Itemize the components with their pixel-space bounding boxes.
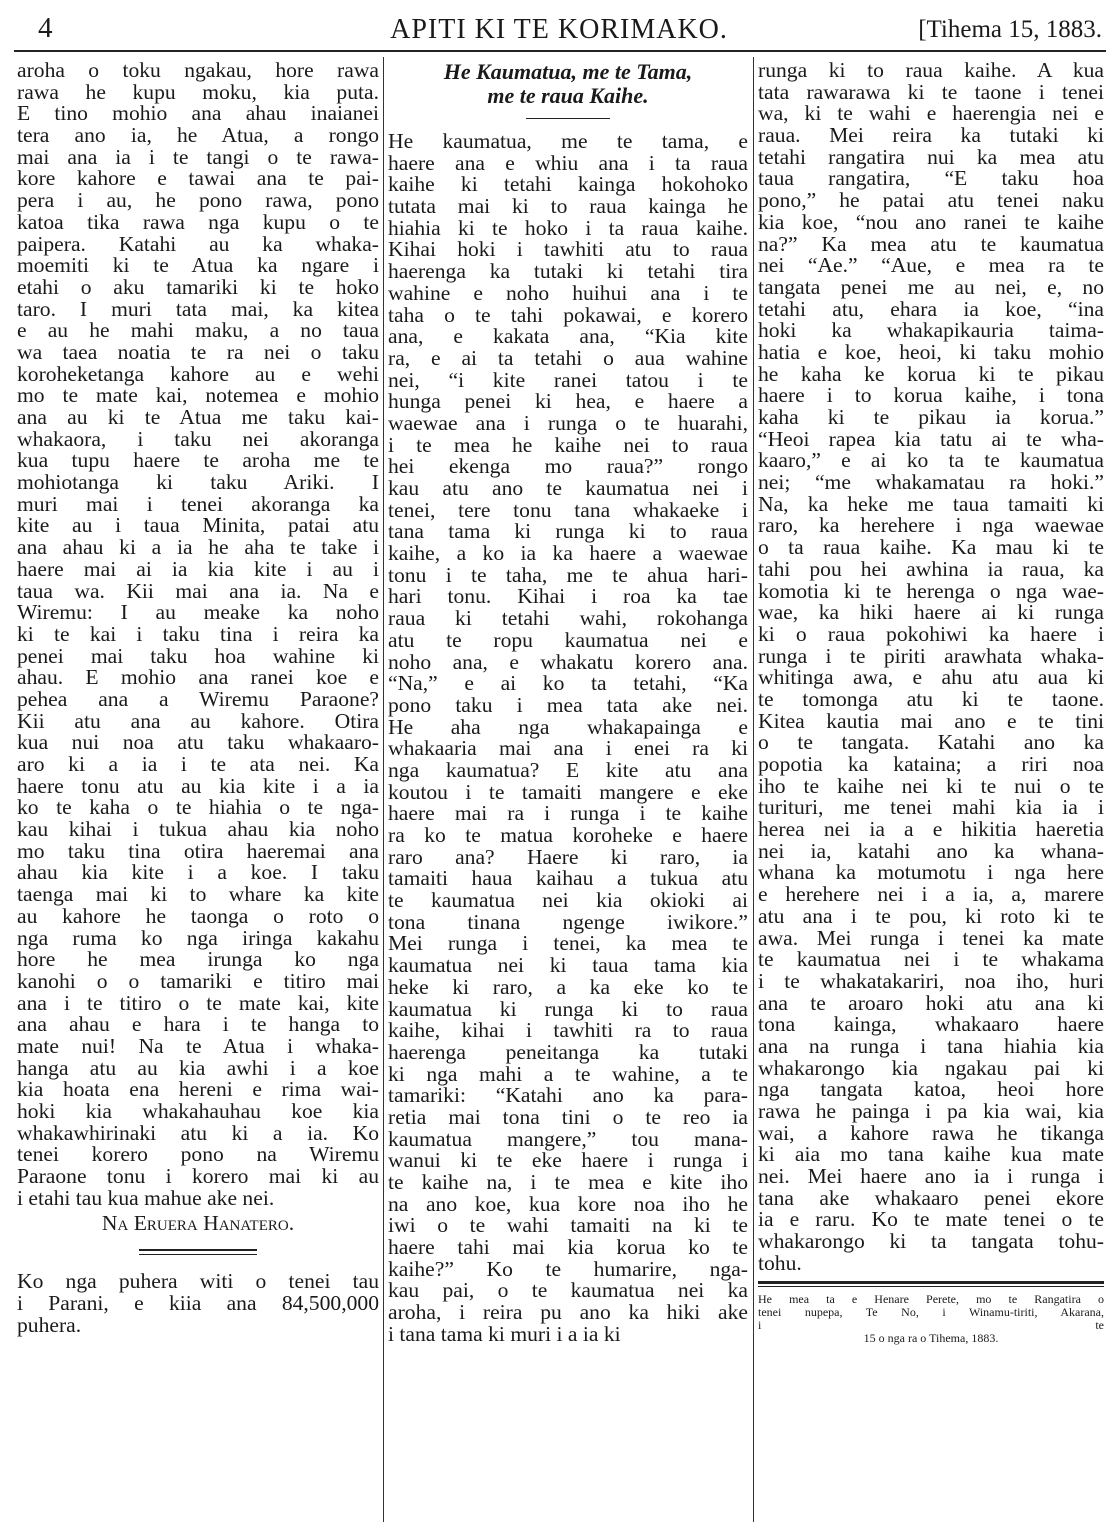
text-line: “Na,” e ai ko ta tetahi, “Ka [388,671,748,696]
text-line: 15 o nga ra o Tihema, 1883. [863,1330,999,1345]
text-line: taenga mai ki to whare ka kite [17,882,379,907]
text-line: tutata mai ki to raua kainga he [388,194,748,219]
column-divider [753,57,754,1522]
text-line: turituri, me tenei mahi kia ia i [758,795,1104,820]
text-line: tamariki: “Katahi ano ka para- [388,1083,748,1108]
title-divider [526,118,610,119]
text-line: raro ana? Haere ki raro, ia [388,844,748,869]
text-line: ana ahau e hara i te hanga to [17,1012,379,1037]
text-line: te tomonga atu ki te taone. [758,686,1104,711]
text-line: kia koe, “nou ano ranei te kaihe [758,209,1104,234]
text-line: ki nga mahi a te wahine, a te [388,1061,748,1086]
text-line: o ta raua kaihe. Ka mau ki te [758,535,1104,560]
text-line: wanui ki te eke haere i runga i [388,1148,748,1173]
text-line: Paraone tonu i korero mai ki au [17,1164,379,1189]
page-number: 4 [38,12,53,44]
text-line: mo taku tina otira haeremai ana [17,838,379,863]
text-line: kaihe, kihai i tawhiti ra to raua [388,1018,748,1043]
article-body [388,131,748,1346]
text-line: atu ana i te pou, ki roto ki te [758,903,1104,928]
text-line: tetahi rangatira nui ka mea atu [758,144,1104,169]
text-line: E tino mohio ana ahau inaianei [17,101,379,126]
issue-date: [Tihema 15, 1883. [918,16,1102,43]
wheat-notice [17,1271,379,1336]
text-line: nei; “me whakamatau ra hoki.” [758,470,1104,495]
text-line: na ano koe, kua kore noa iho he [388,1191,748,1216]
text-line: nei ia, katahi ano ka whana- [758,838,1104,863]
text-line: waewae ana i runga o te huarahi, [388,410,748,435]
text-line: rawa he kupu moku, kia puta. [17,79,379,104]
text-line: iwi o te wahi tamaiti na ki te [388,1213,748,1238]
text-line: tenei korero pono na Wiremu [17,1142,379,1167]
text-line: wa taea noatia te ra nei o taku [17,339,379,364]
column-divider [383,57,384,1522]
article-continued [758,60,1104,1275]
text-line: i te whakatakariri, noa iho, huri [758,968,1104,993]
text-line: aro ki a ia i te ata nei. Ka [17,752,379,776]
text-line: kia hoata ena hereni e rima wai- [17,1077,379,1102]
text-line: ra ko te matua koroheke e haere [388,823,748,847]
text-line: tamaiti haua kaihau a tukua atu [388,866,748,891]
text-line: ko te kaha o te hiahia o te nga- [17,795,379,820]
text-line: raua ki tetahi wahi, rokohanga [388,606,748,631]
text-line: tetahi atu, ehara ia koe, “ina [758,296,1104,321]
text-line: haerenga ka tutaki ki tetahi tira [388,259,748,284]
text-line: te kaihe na, i te mea e kite iho [388,1170,748,1194]
text-line: ana ahau ki a ia he aha te take i [17,535,379,560]
text-line: “Heoi rapea kia tatu ai te wha- [758,426,1104,451]
text-line: rawa he painga i pa kia wai, kia [758,1099,1104,1123]
text-line: nga tangata katoa, heoi hore [758,1077,1104,1102]
text-line: iho te kaihe nei ki te nui o te [758,773,1104,798]
column-one-text [17,60,379,1209]
text-line: tohu. [758,1250,802,1275]
text-line: wa, ki te wahi e haerengia nei e [758,101,1104,126]
text-line: He kaumatua, me te tama, e [388,129,748,153]
text-line: te kaumatua nei kia okioki ai [388,888,748,913]
text-line: Wiremu: I au meake ka noho [17,600,379,625]
text-line: kau kihai i tukua ahau kia noho [17,817,379,842]
article-title [388,60,748,108]
text-line: i te mea he kaihe nei to raua [388,432,748,457]
text-line: haere ana e whiu ana i ta raua [388,150,748,175]
text-line: kaumatua nei ki taua tama kia [388,953,748,978]
text-line: pehea ana a Wiremu Paraone? [17,686,379,711]
text-line: Ko nga puhera witi o tenei tau [17,1269,379,1294]
text-line: i te [758,1317,1104,1332]
text-line: runga i te piriti arawhata whaka- [758,643,1104,668]
text-line: ki aia mo tana kaihe kua mate [758,1142,1104,1167]
text-line: ki o raua pokohiwi ka haere i [758,621,1104,646]
text-line: tenei, tere tonu tana whakaeke i [388,497,748,522]
text-line: kite au i taua Minita, patai atu [17,513,379,538]
text-line: haere mai ra i runga i te kaihe [388,801,748,826]
text-line: mo te mate kai, notemea e mohio [17,383,379,408]
text-line: tona tinana ngenge iwikore.” [388,909,748,934]
text-line: aroha, i reira pu ano ka hiki ake [388,1300,748,1325]
text-line: penei mai taku hoa wahine ki [17,643,379,668]
text-line: taua wa. Kii mai ana ia. Na e [17,578,379,603]
text-line: o te tangata. Katahi ano ka [758,730,1104,755]
text-line: hatia e koe, heoi, ki taku mohio [758,339,1104,364]
text-line: aroha o toku ngakau, hore rawa [17,58,379,82]
text-line: komotia ki te herenga o nga wae- [758,578,1104,603]
text-line: raua. Mei reira ka tutaki ki [758,123,1104,148]
title-line: me te raua Kaihe. [487,83,649,108]
text-line: nei “Ae.” “Aue, e mea ra te [758,253,1104,278]
text-line: pono taku i mea tata ake nei. [388,692,748,717]
text-line: wai, a kahore rawa he tikanga [758,1120,1104,1145]
text-line: atu te ropu kaumatua nei e [388,627,748,652]
text-line: kua nui noa atu taku whakaaro- [17,730,379,755]
text-line: kaha ki te pikau ia korua.” [758,405,1104,429]
text-line: mai ana ia i te tangi o te rawa- [17,144,379,169]
text-line: Mei runga i tenei, ka mea te [388,931,748,956]
text-line: tonu i te taha, me te ahua hari- [388,562,748,587]
text-line: ana na runga i tana hiahia kia [758,1033,1104,1058]
printer-imprint [758,1293,1104,1345]
text-line: nei, “i kite ranei tatou i te [388,367,748,392]
text-line: puhera. [17,1312,82,1337]
text-line: whana ka motumotu i nga here [758,860,1104,885]
page-header [16,8,1102,44]
text-line: e au he mahi maku, a no taua [17,318,379,343]
title-line: He Kaumatua, me te Tama, [443,59,693,84]
text-line: tera ano ia, he Atua, a rongo [17,123,379,148]
text-line: Kihai hoki i tawhiti atu to raua [388,237,748,262]
text-line: hiahia ki te hoko i ta raua kaihe. [388,215,748,240]
text-line: hanga atu au kia awhi i a koe [17,1055,379,1080]
text-line: hoki kia whakahauhau koe kia [17,1099,379,1123]
text-line: he kaha ke korua ki te pikau [758,361,1104,386]
text-line: heke ki raro, a ka eke ko te [388,974,748,999]
text-line: haere mai ai ia kia kite i au i [17,556,379,581]
text-line: ana te aroaro hoki atu ana ki [758,990,1104,1015]
text-line: kore kahore e tawai ana te pai- [17,166,379,191]
text-line: kanohi o o tamariki e titiro mai [17,968,379,993]
text-line: ana, e kakata ana, “Kia kite [388,324,748,349]
text-line: hore he mea irunga ko nga [17,947,379,972]
text-line: kau pai, o te kaumatua nei ka [388,1278,748,1303]
text-line: nga ruma ko nga iringa kakahu [17,925,379,950]
text-line: hunga penei ki hea, e haere a [388,389,748,414]
text-line: koutou i te tamaiti mangere e eke [388,779,748,804]
text-line: whakarongo kia ngakau pai ki [758,1055,1104,1080]
text-line: ana i te titiro o te mate kai, kite [17,990,379,1015]
text-line: wahine e noho huihui ana i te [388,280,748,305]
text-line: tona kainga, whakaaro haere [758,1012,1104,1037]
text-line: ahau kia kite i a koe. I taku [17,860,379,885]
header-rule [14,50,1106,52]
text-line: mate nui! Na te Atua i whaka- [17,1033,379,1058]
imprint-rule [758,1281,1104,1287]
text-line: au kahore he taonga o roto o [17,903,379,928]
text-line: taua rangatira, “E taku hoa [758,166,1104,191]
text-line: tana ake whakaaro penei ekore [758,1185,1104,1210]
text-line: awa. Mei runga i tenei ka mate [758,925,1104,950]
text-line: na?” Ka mea atu te kaumatua [758,231,1104,256]
text-line: katoa tika rawa nga kupu o te [17,209,379,234]
text-line: nga kaumatua? E kite atu ana [388,757,748,782]
text-line: Na, ka heke me taua tamaiti ki [758,491,1104,516]
text-line: He aha nga whakapainga e [388,714,748,739]
text-line: whakaaria mai ana i enei ra ki [388,736,748,761]
text-line: ahau. E mohio ana ranei koe e [17,665,379,690]
text-line: tahi pou hei awhina ia raua, ka [758,556,1104,581]
text-line: kua tupu haere te aroha me te [17,448,379,473]
text-line: whitinga awa, e ahu atu aua ki [758,665,1104,690]
author-signature: Na Eruera Hanatero. [101,1211,295,1236]
text-line: He mea ta e Henare Perete, mo te Rangatira o [758,1291,1104,1306]
text-line: kaumatua mangere,” tou mana- [388,1126,748,1151]
text-line: haerenga peneitanga ka tutaki [388,1039,748,1064]
text-line: retia mai tona tini o te reo ia [388,1104,748,1129]
text-line: kaihe?” Ko te humarire, nga- [388,1256,748,1281]
text-line: etahi o aku tamariki ki te hoko [17,274,379,299]
text-line: tana tama ki runga ki to raua [388,519,748,544]
text-line: i tana tama ki muri i a ia ki [388,1321,621,1346]
text-line: muri mai i tenei akoranga ka [17,491,379,516]
text-line: pera i au, he pono rawa, pono [17,188,379,213]
text-line: runga ki to raua kaihe. A kua [758,58,1104,82]
text-line: herea nei ia a e hikitia haeretia [758,817,1104,842]
text-line: haere tahi mai kia korua ko te [388,1235,748,1260]
text-line: hei ekenga mo raua?” rongo [388,454,748,479]
text-line: kau atu ano te kaumatua nei i [388,476,748,500]
text-line: whakarongo ki ta tangata tohu- [758,1229,1104,1254]
masthead-title: APITI KI TE KORIMAKO. [390,14,728,45]
text-line: tata rawarawa ki te taone i tenei [758,79,1104,104]
column-three [758,60,1104,1345]
text-line: whakawhirinaki atu ki a ia. Ko [17,1120,379,1145]
text-line: e herehere nei i a ia, a, marere [758,882,1104,907]
text-line: te kaumatua nei i te whakama [758,947,1104,972]
text-line: i Parani, e kiia ana 84,500,000 [17,1291,379,1316]
text-line: ia e raru. Ko te mate tenei o te [758,1207,1104,1232]
text-line: kaumatua ki runga ki to raua [388,996,748,1021]
text-line: whakaora, i taku nei akoranga [17,426,379,451]
column-two [388,60,748,1346]
text-line: wae, ka hiki haere ai ki runga [758,600,1104,625]
text-line: raro, ka herehere i nga waewae [758,513,1104,538]
section-divider [139,1249,257,1255]
text-line: kaihe, a ko ia ka haere a waewae [388,541,748,566]
text-line: tenei nupepa, Te No, i Winamu-tiriti, Akarana, [758,1304,1104,1319]
text-line: taro. I muri tata mai, ka kitea [17,296,379,321]
text-line: koroheketanga kahore au e wehi [17,361,379,386]
text-line: ra, e ai ta tetahi o aua wahine [388,345,748,370]
text-line: haere tonu atu au kia kite i a ia [17,773,379,798]
text-line: hoki ka whakapikauria taima- [758,318,1104,343]
text-line: noho ana, e whakatu korero ana. [388,649,748,674]
text-line: i etahi tau kua mahue ake nei. [17,1185,275,1210]
text-line: kaihe ki tetahi kainga hokohoko [388,172,748,197]
text-line: Kitea kautia mai ano e te tini [758,708,1104,733]
text-line: moemiti ki te Atua ka ngare i [17,253,379,278]
text-line: nei. Mei haere ano ia i runga i [758,1164,1104,1189]
text-line: hari tonu. Kihai i roa ka tae [388,584,748,609]
column-one [17,60,379,1337]
text-line: ki te kai i taku tina i reira ka [17,621,379,646]
text-line: mohiotanga ki taku Ariki. I [17,470,379,495]
text-line: tangata penei me au nei, e, no [758,274,1104,299]
text-line: taha o te tahi pokawai, e korero [388,302,748,327]
text-line: popotia ka kataina; a riri noa [758,752,1104,776]
text-line: Kii atu ana au kahore. Otira [17,708,379,733]
text-line: kaaro,” e ai ko ta te kaumatua [758,448,1104,473]
text-line: pono,” he patai atu tenei naku [758,188,1104,213]
text-line: haere i to korua kaihe, i tona [758,383,1104,408]
text-line: paipera. Katahi au ka whaka- [17,231,379,256]
text-line: ana au ki te Atua me taku kai- [17,405,379,429]
